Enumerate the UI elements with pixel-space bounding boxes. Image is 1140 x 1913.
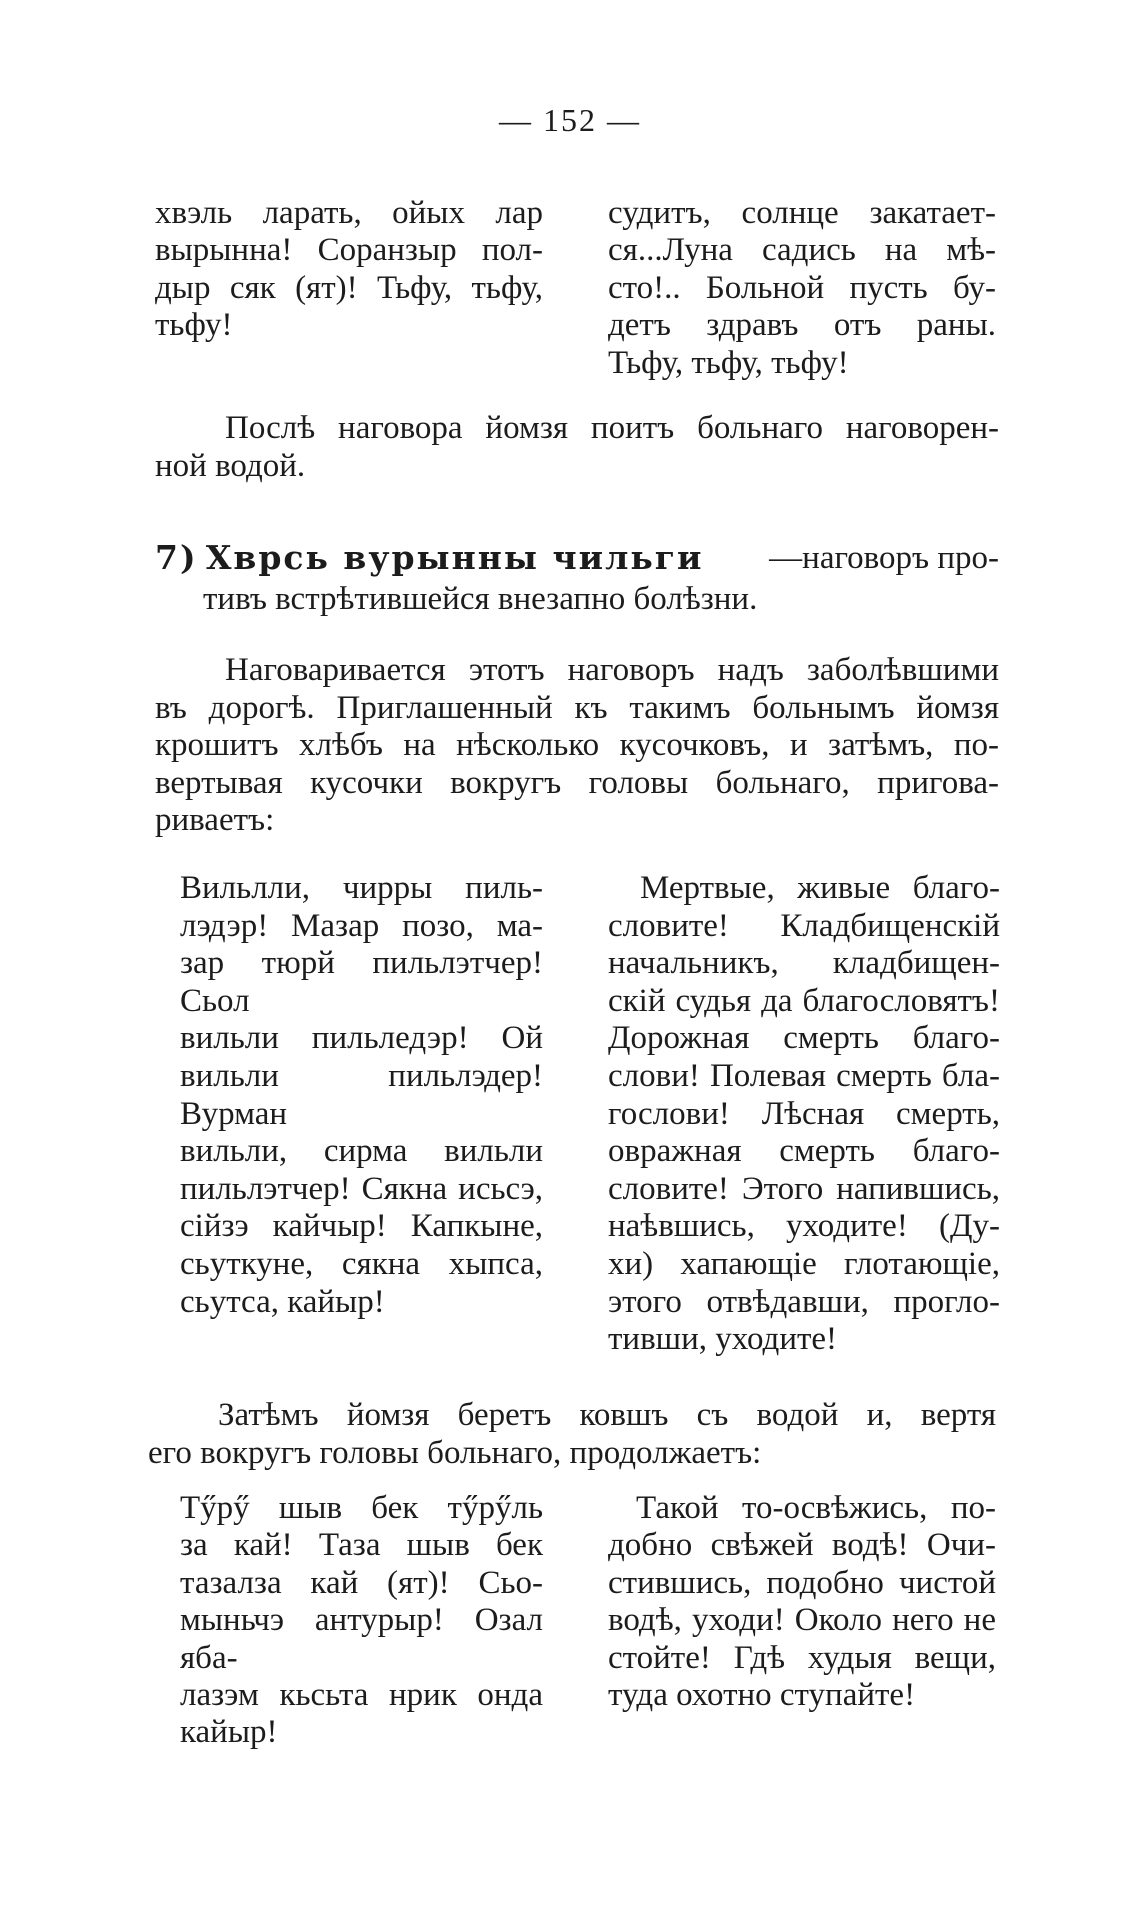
text-line: овражная смерть благо-: [608, 1133, 1000, 1170]
text-line: въ дорогѣ. Приглашенный къ такимъ больнымъ йомзя: [155, 689, 999, 726]
text-line: начальникъ, кладбищен-: [608, 945, 1000, 982]
text-line: крошитъ хлѣбъ на нѣсколько кусочковъ, и затѣмъ, по-: [155, 727, 999, 763]
text-line: стившись, подобно чистой: [608, 1564, 996, 1601]
text-line: хвэль ларать, ойых лар: [155, 195, 543, 231]
text-line: сьутса, кайыр!: [180, 1283, 385, 1320]
section-title: Хврсь вурынны чильги: [205, 538, 704, 577]
text-line: вертывая кусочки вокругъ головы больнаго, пригова-: [155, 764, 999, 801]
block2-left-column: [180, 870, 543, 1321]
text-line: Дорожная смерть благо-: [608, 1020, 1000, 1057]
text-line: Тьфу, тьфу, тьфу!: [608, 344, 849, 381]
text-line: словите! Кладбищенскiй: [608, 907, 1000, 944]
section-title-rest: —наговоръ про-: [769, 540, 999, 576]
text-line: Такой то-освѣжись, по-: [636, 1490, 996, 1526]
text-line: слови! Полевая смерть бла-: [608, 1057, 1000, 1094]
section-subtitle: тивъ встрѣтившейся внезапно болѣзни.: [203, 581, 758, 617]
text-line: ной водой.: [155, 447, 306, 484]
text-line: Наговаривается этотъ наговоръ надъ заболѣвшими: [225, 652, 999, 688]
text-line: Послѣ наговора йомзя поитъ больнаго наговорен-: [225, 410, 999, 446]
text-line: наѣвшись, уходите! (Ду-: [608, 1208, 1000, 1245]
paragraph-after-incantation: [155, 410, 999, 485]
text-line: сьуткуне, сякна хыпса,: [180, 1245, 543, 1282]
text-line: водѣ, уходи! Около него не: [608, 1602, 996, 1639]
text-line: зар тюрй пильлэтчер! Сьол: [180, 945, 543, 1019]
text-line: судитъ, солнце закатает-: [608, 195, 996, 231]
text-line: хи) хапающiе глотающiе,: [608, 1245, 1000, 1282]
block1-right-column: [608, 195, 996, 382]
text-line: этого отвѣдавши, проглo-: [608, 1283, 1000, 1320]
text-line: туда охотно ступайте!: [608, 1677, 916, 1714]
text-line: его вокругъ головы больнаго, продолжаетъ:: [148, 1434, 762, 1471]
text-line: лазэм кьсьта нрик онда: [180, 1677, 543, 1714]
paragraph-water-ritual: [148, 1397, 996, 1472]
text-line: дыр сяк (ят)! Тьфу, тьфу,: [155, 269, 543, 306]
text-line: стойте! Гдѣ худыя вещи,: [608, 1639, 996, 1676]
block2-right-column: [608, 870, 1000, 1359]
section-number: 7): [155, 538, 198, 577]
text-line: добно свѣжей водѣ! Очи-: [608, 1527, 996, 1564]
text-line: тивши, уходите!: [608, 1321, 838, 1358]
text-line: Вильлли, чирры пиль-: [180, 870, 543, 906]
text-line: вильли пильлэдер! Вурман: [180, 1057, 543, 1132]
block3-left-column: [180, 1490, 543, 1752]
text-line: Тӳрӳ шыв бек тӳрӳль: [180, 1490, 543, 1526]
paragraph-incantation-intro: [155, 652, 999, 840]
text-line: мыньчэ антурыр! Озал ябa-: [180, 1602, 543, 1676]
text-line: вильли, сирма вильли: [180, 1133, 543, 1170]
text-line: ся...Луна садись на мѣ-: [608, 232, 996, 269]
text-line: пильлэтчер! Сякна исьсэ,: [180, 1170, 543, 1207]
text-line: Затѣмъ йомзя беретъ ковшъ съ водой и, вертя: [218, 1397, 996, 1433]
text-line: скiй судья да благословятъ!: [608, 982, 1000, 1019]
text-line: лэдэр! Мазар позо, ма-: [180, 907, 543, 944]
text-line: сто!.. Больной пусть бу-: [608, 269, 996, 306]
text-line: вырынна! Соранзыр пол-: [155, 232, 543, 269]
text-line: детъ здравъ отъ раны.: [608, 307, 996, 344]
block1-left-column: [155, 195, 543, 345]
text-line: Мертвые, живые благо-: [640, 870, 1000, 906]
text-line: тазалза кай (ят)! Сьо-: [180, 1564, 543, 1601]
block3-right-column: [608, 1490, 996, 1714]
text-line: тьфу!: [155, 307, 233, 344]
text-line: за кай! Таза шыв бек: [180, 1527, 543, 1564]
page-number: — 152 —: [499, 102, 641, 138]
section-7-heading: [155, 538, 999, 619]
text-line: гослови! Лѣсная смерть,: [608, 1095, 1000, 1132]
text-line: кайыр!: [180, 1714, 278, 1751]
text-line: риваетъ:: [155, 802, 275, 838]
text-line: словите! Этого напившись,: [608, 1170, 1000, 1207]
text-line: вильли пильледэр! Ой: [180, 1020, 543, 1057]
text-line: сiйзэ кайчыр! Капкыне,: [180, 1208, 543, 1245]
